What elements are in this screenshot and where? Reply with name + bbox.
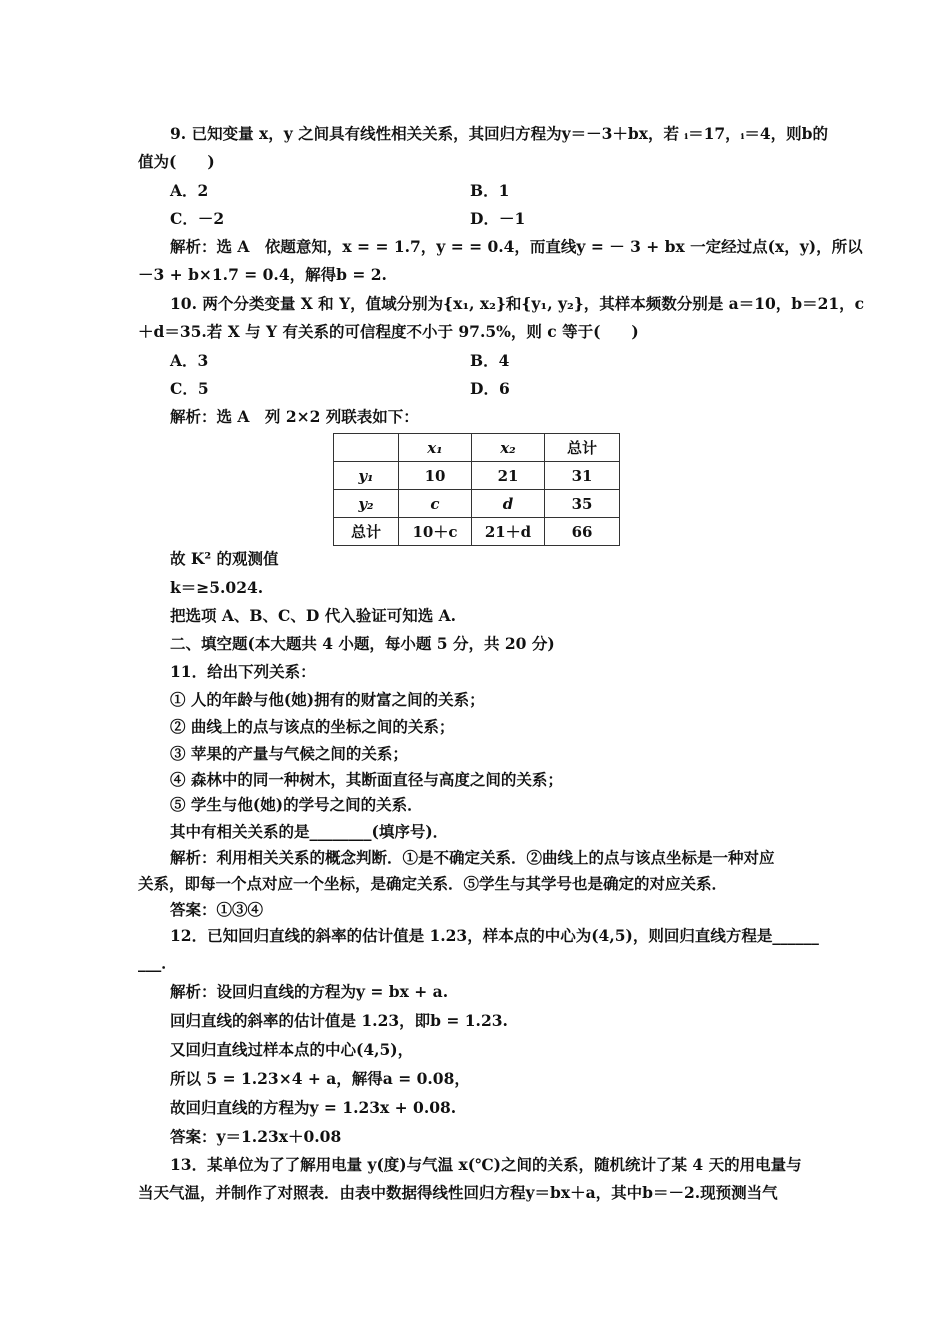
table-cell: x₁ xyxy=(399,434,472,462)
q9-option-a: A．2 xyxy=(170,181,209,200)
q10-solution-line4: 把选项 A、B、C、D 代入验证可知选 A. xyxy=(170,606,457,625)
table-row xyxy=(334,490,620,518)
q10-option-c: C．5 xyxy=(170,379,209,398)
q11-solution-line1: 解析：利用相关关系的概念判断．①是不确定关系．②曲线上的点与该点坐标是一种对应 xyxy=(170,848,775,867)
table-cell: 总计 xyxy=(545,434,620,462)
q13-line1: 13．某单位为了了解用电量 y(度)与气温 x(℃)之间的关系，随机统计了某 4 天的用电量与 xyxy=(170,1155,802,1174)
q12-solution-line3: 又回归直线过样本点的中心(4,5)， xyxy=(170,1040,414,1059)
table-row xyxy=(334,462,620,490)
table-cell: y₁ xyxy=(334,462,399,490)
table-cell: 66 xyxy=(545,518,620,546)
table-cell: c xyxy=(399,490,472,518)
q12-line1: 12．已知回归直线的斜率的估计值是 1.23，样本点的中心为(4,5)，则回归直线方程是______ xyxy=(170,926,819,945)
q12-solution-line4: 所以 5 = 1.23×4 + a，解得a = 0.08， xyxy=(170,1069,470,1088)
q9-line1: 9. 已知变量 x，y 之间具有线性相关关系，其回归方程为y＝－3＋bx，若 ᵢ＝17，ᵢ＝4，则b的 xyxy=(170,124,828,143)
table-cell: 21＋d xyxy=(472,518,545,546)
q10-line1: 10. 两个分类变量 X 和 Y，值域分别为{x₁, x₂}和{y₁, y₂}，其样本频数分别是 a＝10，b＝21，c xyxy=(170,294,865,313)
q12-solution-line2: 回归直线的斜率的估计值是 1.23，即b = 1.23. xyxy=(170,1011,508,1030)
q11-answer: 答案：①③④ xyxy=(170,900,264,919)
q10-line2: ＋d＝35.若 X 与 Y 有关系的可信程度不小于 97.5%，则 c 等于( ) xyxy=(138,322,639,341)
q9-solution-line2: －3 + b×1.7 = 0.4，解得b = 2. xyxy=(138,265,387,284)
table-row xyxy=(334,518,620,546)
q11-item-4: ④ 森林中的同一种树木，其断面直径与高度之间的关系； xyxy=(170,770,563,789)
q11-line1: 11．给出下列关系： xyxy=(170,662,316,681)
table-cell: y₂ xyxy=(334,490,399,518)
q12-solution-line1: 解析：设回归直线的方程为y = bx + a. xyxy=(170,982,449,1001)
q11-item-5: ⑤ 学生与他(她)的学号之间的关系． xyxy=(170,795,423,814)
q10-option-b: B．4 xyxy=(470,351,510,370)
q9-line2: 值为( ) xyxy=(138,152,215,171)
q9-solution-line1: 解析：选 A 依题意知，x = = 1.7，y = = 0.4，而直线y = － 3 + bx 一定经过点(x，y)，所以 xyxy=(170,237,863,256)
q11-item-3: ③ 苹果的产量与气候之间的关系； xyxy=(170,744,408,763)
table-cell: 总计 xyxy=(334,518,399,546)
q11-item-1: ① 人的年龄与他(她)拥有的财富之间的关系； xyxy=(170,690,485,709)
q12-line2: ___． xyxy=(138,953,177,972)
section-heading: 二、填空题(本大题共 4 小题，每小题 5 分，共 20 分) xyxy=(170,634,555,653)
table-cell: 21 xyxy=(472,462,545,490)
table-cell: 35 xyxy=(545,490,620,518)
q12-solution-line5: 故回归直线的方程为y = 1.23x + 0.08. xyxy=(170,1098,457,1117)
q10-solution-line3: k＝≥5.024. xyxy=(170,578,264,597)
q12-answer: 答案：y＝1.23x＋0.08 xyxy=(170,1127,342,1146)
q11-ask: 其中有相关关系的是________(填序号)． xyxy=(170,822,449,841)
table-cell: 31 xyxy=(545,462,620,490)
table-cell: d xyxy=(472,490,545,518)
table-cell: 10 xyxy=(399,462,472,490)
q10-solution-line1: 解析：选 A 列 2×2 列联表如下： xyxy=(170,407,419,426)
q11-item-2: ② 曲线上的点与该点的坐标之间的关系； xyxy=(170,717,455,736)
table-cell xyxy=(334,434,399,462)
table-row xyxy=(334,434,620,462)
q9-option-d: D．－1 xyxy=(470,209,526,228)
table-cell: 10＋c xyxy=(399,518,472,546)
q9-option-b: B．1 xyxy=(470,181,510,200)
q9-option-c: C．－2 xyxy=(170,209,225,228)
contingency-table xyxy=(333,433,620,546)
q10-solution-line2: 故 K² 的观测值 xyxy=(170,549,279,568)
table-cell: x₂ xyxy=(472,434,545,462)
q10-option-d: D．6 xyxy=(470,379,510,398)
q10-option-a: A．3 xyxy=(170,351,209,370)
q11-solution-line2: 关系，即每一个点对应一个坐标，是确定关系．⑤学生与其学号也是确定的对应关系． xyxy=(138,874,728,893)
q13-line2: 当天气温，并制作了对照表．由表中数据得线性回归方程y＝bx＋a，其中b＝－2.现预测当气 xyxy=(138,1183,778,1202)
